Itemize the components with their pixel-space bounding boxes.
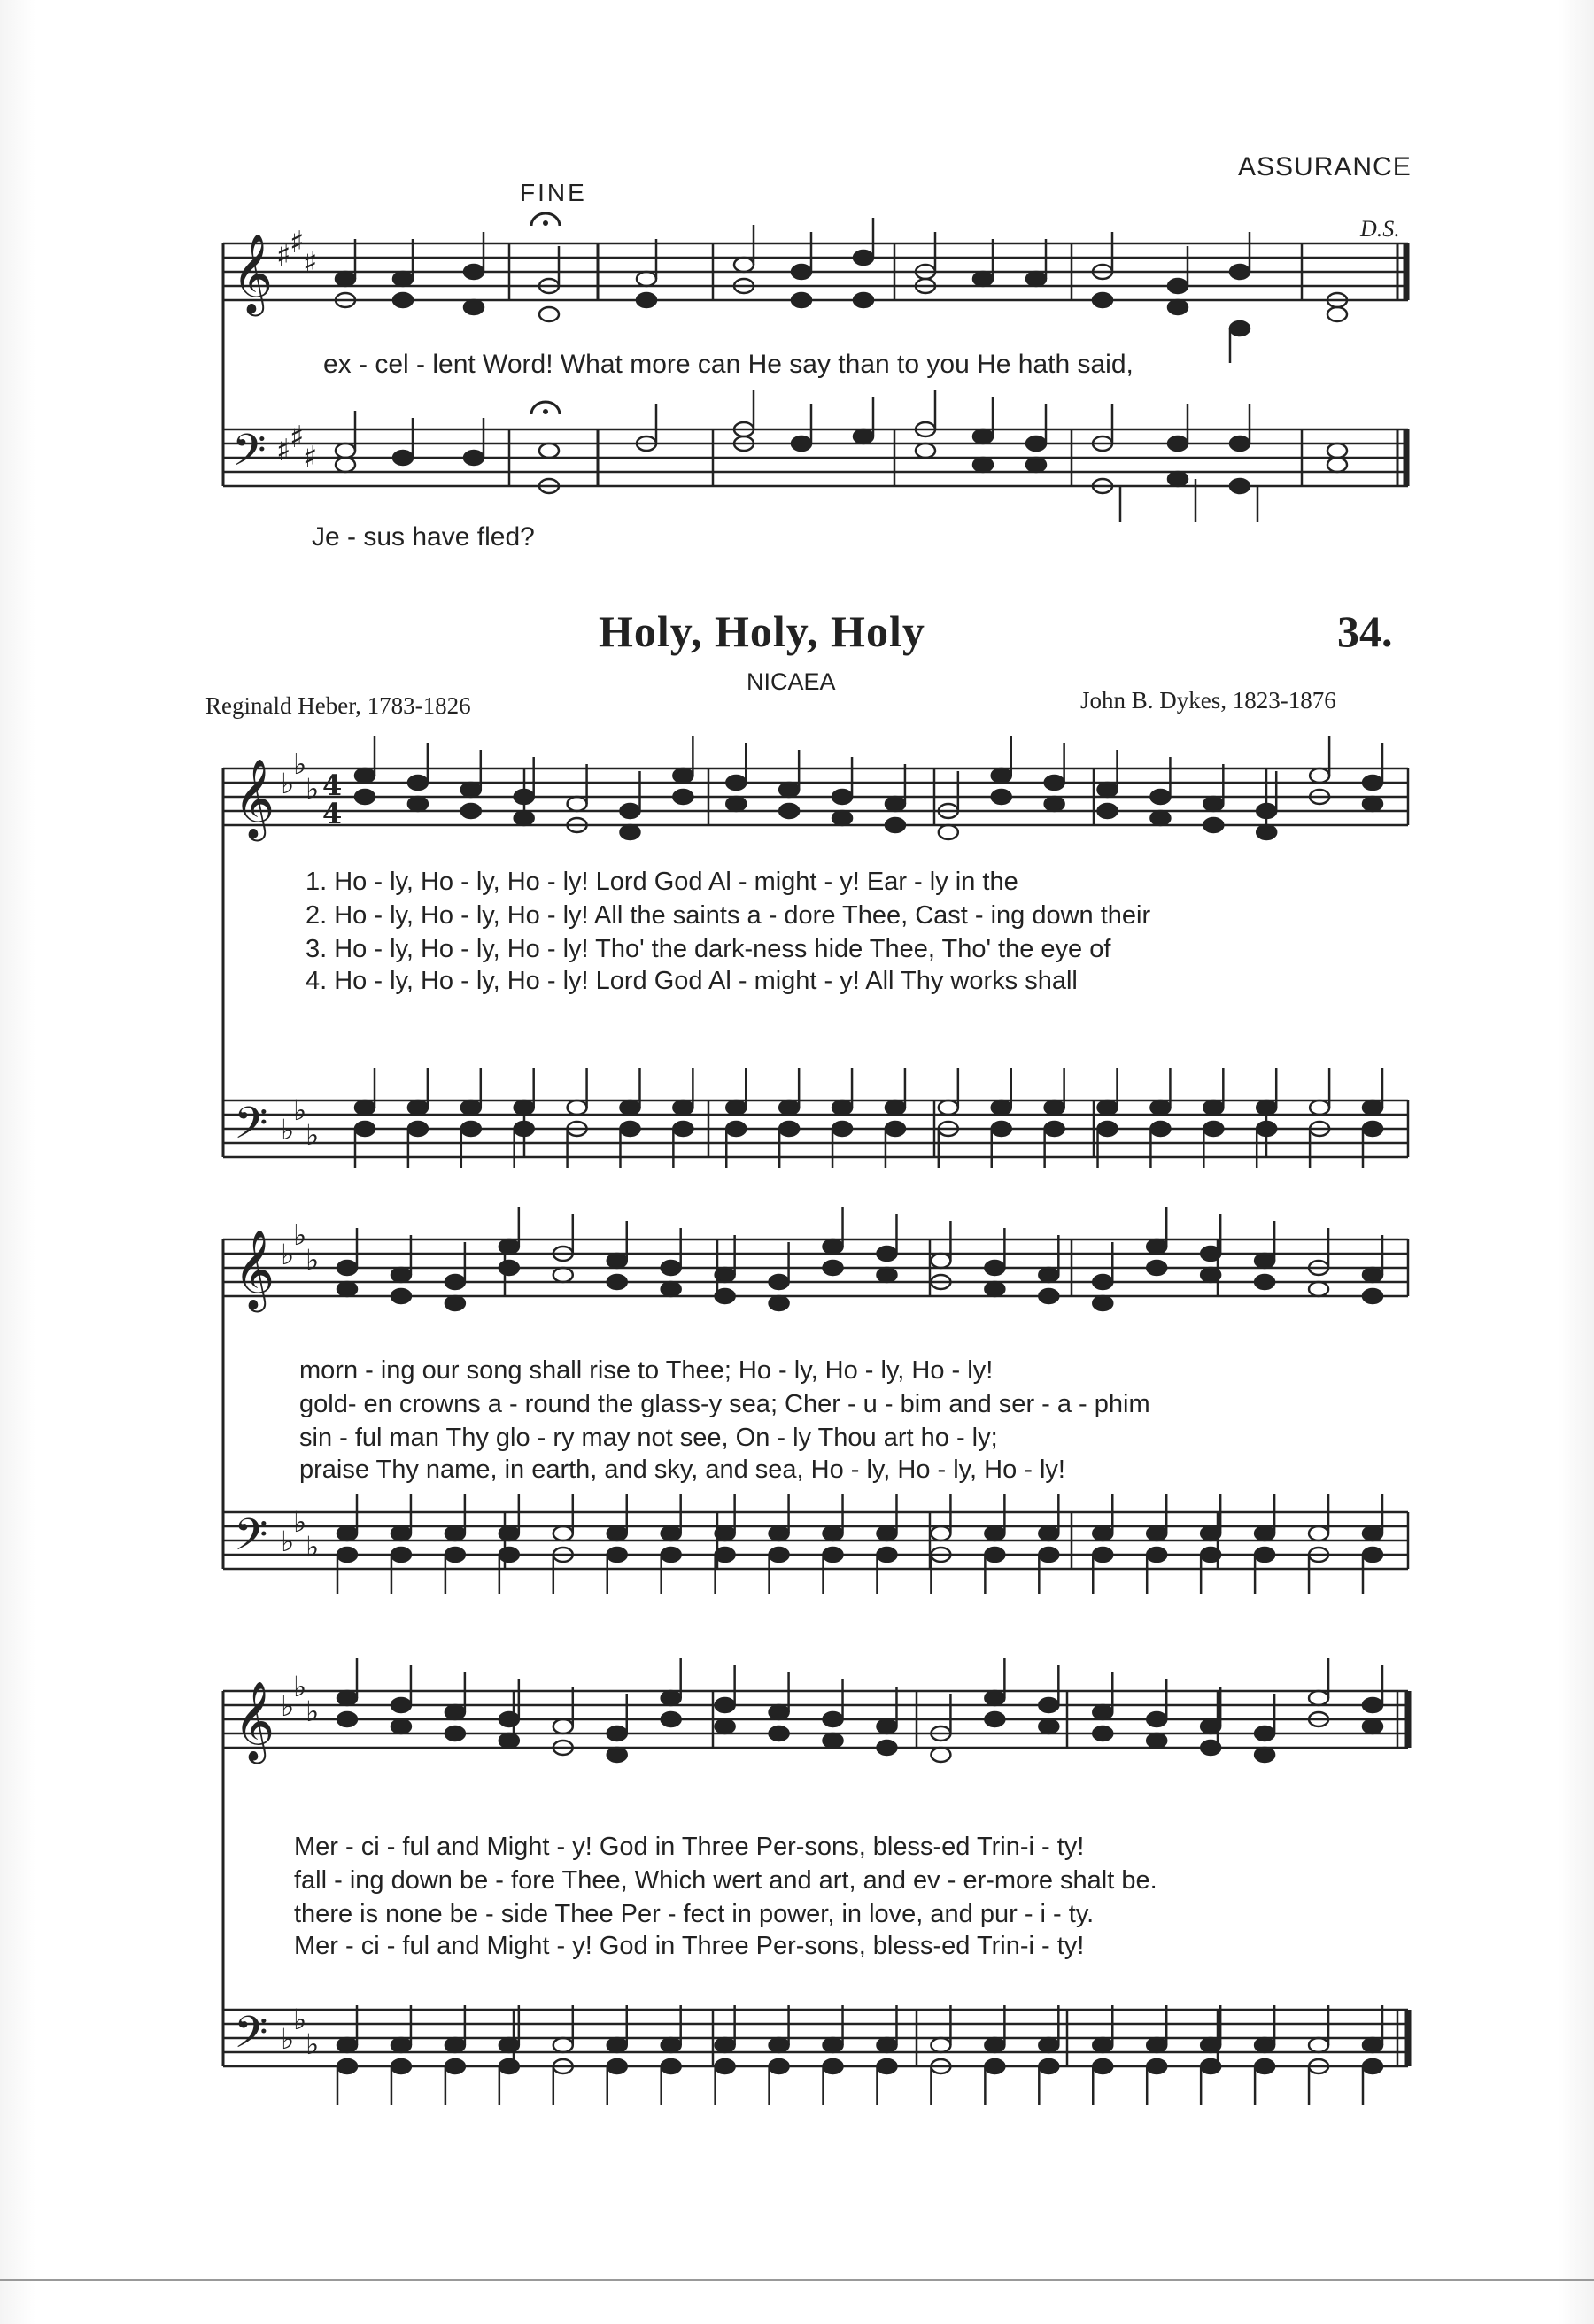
fine-marking: FINE: [520, 179, 587, 206]
bass-clef-icon: 𝄢: [234, 1509, 268, 1571]
flat-icon: ♭: [281, 1525, 295, 1558]
flat-icon: ♭: [281, 1689, 295, 1723]
flat-icon: ♭: [306, 1243, 320, 1277]
system3-verse-4: Mer - ci - ful and Might - y! God in Three Per-sons, bless-ed Trin-i - ty!: [294, 1932, 1085, 1960]
flat-icon: ♭: [293, 1218, 307, 1252]
hymn-number: 34.: [1337, 606, 1393, 656]
svg-text:♯: ♯: [276, 238, 291, 274]
treble-clef-icon: 𝄞: [234, 1230, 275, 1309]
flat-icon: ♭: [306, 2027, 320, 2061]
system1-verse-4: 4. Ho - ly, Ho - ly, Ho - ly! Lord God Al - might - y! All Thy works shall: [306, 967, 1078, 995]
svg-text:♯: ♯: [303, 245, 318, 281]
svg-text:♯: ♯: [276, 433, 291, 468]
flat-icon: ♭: [281, 2022, 295, 2056]
tune-name: NICAEA: [747, 668, 836, 695]
previous-lyric-refrain: Je - sus have fled?: [312, 522, 535, 552]
system2-verse-4: praise Thy name, in earth, and sky, and sea, Ho - ly, Ho - ly, Ho - ly!: [299, 1455, 1065, 1484]
composer-credit: John B. Dykes, 1823-1876: [1080, 687, 1336, 714]
system2-verse-1: morn - ing our song shall rise to Thee; Ho - ly, Ho - ly, Ho - ly!: [299, 1356, 994, 1385]
hymn-title: Holy, Holy, Holy: [599, 606, 925, 656]
system1-verse-1: 1. Ho - ly, Ho - ly, Ho - ly! Lord God Al - might - y! Ear - ly in the: [306, 868, 1018, 896]
system2-verse-2: gold- en crowns a - round the glass-y sea; Cher - u - bim and ser - a - phim: [299, 1390, 1150, 1418]
flat-icon: ♭: [281, 767, 295, 800]
ds-marking: D.S.: [1360, 216, 1400, 242]
flat-icon: ♭: [293, 1505, 307, 1539]
flat-icon: ♭: [306, 772, 320, 806]
svg-text:♯: ♯: [290, 225, 305, 260]
svg-text:♯: ♯: [303, 440, 318, 475]
system1-verse-2: 2. Ho - ly, Ho - ly, Ho - ly! All the saints a - dore Thee, Cast - ing down their: [306, 901, 1151, 930]
system2-verse-3: sin - ful man Thy glo - ry may not see, On - ly Thou art ho - ly;: [299, 1424, 998, 1452]
flat-icon: ♭: [306, 1530, 320, 1563]
page-bottom-rule: [0, 2279, 1594, 2281]
treble-clef-icon: 𝄞: [234, 1681, 275, 1761]
author-credit: Reginald Heber, 1783-1826: [205, 692, 471, 719]
previous-tune-name: ASSURANCE: [1238, 152, 1412, 181]
system3-verse-2: fall - ing down be - fore Thee, Which wert and art, and ev - er-more shalt be.: [294, 1866, 1157, 1895]
flat-icon: ♭: [281, 1113, 295, 1147]
bass-clef-icon: 𝄢: [234, 1098, 268, 1160]
flat-icon: ♭: [293, 747, 307, 781]
system3-verse-1: Mer - ci - ful and Might - y! God in Three Per-sons, bless-ed Trin-i - ty!: [294, 1833, 1085, 1861]
svg-text:𝄢: 𝄢: [232, 425, 267, 487]
treble-clef-icon: 𝄞: [234, 759, 275, 838]
previous-lyric-line: ex - cel - lent Word! What more can He say than to you He hath said,: [323, 350, 1134, 379]
flat-icon: ♭: [281, 1238, 295, 1271]
time-signature-bottom: 4: [322, 797, 343, 830]
system1-verse-3: 3. Ho - ly, Ho - ly, Ho - ly! Tho' the dark-ness hide Thee, Tho' the eye of: [306, 935, 1111, 963]
system3-verse-3: there is none be - side Thee Per - fect in power, in love, and pur - i - ty.: [294, 1900, 1095, 1928]
flat-icon: ♭: [293, 1093, 307, 1127]
flat-icon: ♭: [293, 2003, 307, 2036]
flat-icon: ♭: [293, 1670, 307, 1703]
svg-text:𝄞: 𝄞: [232, 234, 274, 313]
bass-clef-icon: 𝄢: [234, 2007, 268, 2069]
flat-icon: ♭: [306, 1118, 320, 1152]
flat-icon: ♭: [306, 1695, 320, 1728]
svg-text:♯: ♯: [290, 420, 305, 455]
time-signature-top: 4: [322, 768, 343, 802]
